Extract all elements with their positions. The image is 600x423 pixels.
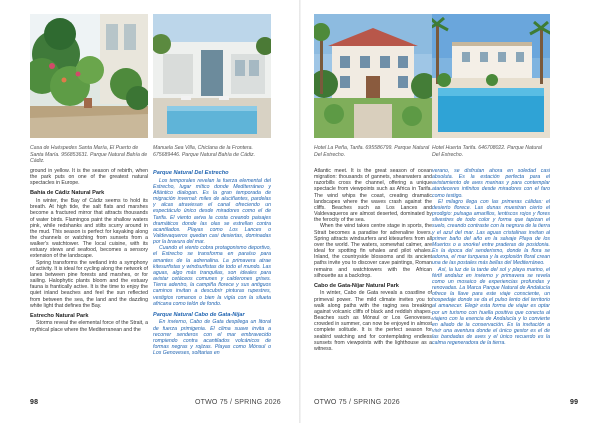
- caption-photo-4: Hotel Huerta Tarifa. 646708022. Parque Natural Del Estrecho.: [432, 145, 542, 158]
- body-paragraph-es: verano, se disfrutan ahora en soledad casi absoluta. Es la estación perfecta para el avistamiento de aves marinas y para contemplar atardeceres infinitos desde miradores con el faro como testigo.: [432, 168, 550, 199]
- body-paragraph: In winter, Cabo de Gata reveals a coastline of primeval power. The mild climate invites you to walk along paths with the raging sea breaking against volcanic cliffs of black and reddish shapes. Beaches such as Mónsul or Los Genoveses, crowded in summer, can now be enjoyed in almost complete solitude. It is the perfect season for seabird watching and for contemplating endless sunsets from viewpoints with the lighthouse as a witness.: [314, 290, 432, 352]
- body-paragraph: Atlantic meet. It is the great season of ocean migration: thousands of gannets, shearwaters and razorbills cross the channel, offering a unique spectacle from viewpoints such as Africa in Tarifa. The wind whips the coast, creating dramatic landscapes where the waves crash against the cliffs. Beaches such as Los Lances and Valdevaqueros are almost deserted, dominated by the ferocity of the sea.: [314, 168, 432, 224]
- caption-photo-2: Manuela Sea Villa, Chiclana de la Frontera. 675689446. Parque Natural Bahía de Cádiz.: [153, 145, 256, 158]
- body-paragraph-es: Cuando el viento cobra protagonismo deportivo, el Estrecho se transforma en paraíso para amantes de la adrenalina. La primavera atrae kitesurfistas y windsurfistas de todo el mundo. Las aguas, algo más tranquilas, son ideales para avistar cetáceos comunes y calderones grises. Tierra adentro, la campiña florece y sus antiguos caminos invitan a descubrir pinturas rupestres, vestigios romanos o bien la vigía con la silueta africana como telón de fondo.: [153, 245, 271, 307]
- magazine-issue-right: OTWO 75 / SPRING 2026: [314, 399, 400, 406]
- body-paragraph: Storms reveal the elemental force of the Strait, a mythical place where the Mediterranean and the: [30, 320, 148, 333]
- section-heading-bahia-de-cadiz: Bahía de Cádiz Natural Park: [30, 190, 105, 197]
- caption-photo-1: Casa de Huéspedes Santa María, El Puerto de Santa María. 956853631. Parque Natural Bahía de Cádiz.: [30, 145, 148, 165]
- photo-courtyard-image: [30, 14, 148, 138]
- body-paragraph: In winter, the Bay of Cádiz seems to hold its breath. At high tide, the salt flats and marshes become a fractured mirror that attracts thousands of water birds. Flamingos paint the shallow waters pink, while redshanks and stilts scurry around in the mud. This season is perfect for kayaking along the channels or watching from sunsets from a walker's watchtower. The local cuisine, with its estuary stews and seafood, becomes a sensory extension of the landscape.: [30, 198, 148, 260]
- photo-hotel-la-pena: [314, 14, 432, 138]
- page-number-right: [570, 399, 578, 406]
- page-number-left: [30, 399, 38, 406]
- page-number: 98: [30, 399, 39, 406]
- section-heading-es-estrecho: Parque Natural Del Estrecho: [153, 170, 229, 176]
- left-column-english: [30, 168, 148, 392]
- caption-photo-3: Hotel La Peña, Tarifa. 695586799. Parque Natural Del Estrecho.: [314, 145, 430, 158]
- section-heading-estrecho: Estrecho Natural Park: [30, 312, 89, 319]
- right-page: [300, 0, 600, 423]
- photo-courtyard-santa-maria: [30, 14, 148, 138]
- magazine-issue-left: OTWO 75 / SPRING 2026: [195, 399, 281, 406]
- left-column-spanish: [153, 168, 271, 392]
- photo-villa-image: [153, 14, 271, 138]
- body-paragraph-es: En invierno, Cabo de Gata despliega un litoral de fuerza primigenia. El clima suave invita a recorrer senderos con el mar embravecido rompiendo contra acantilados volcánicos de formas negras y rojizas. Playas como Mónsul o Los Genoveses, solitarias en: [153, 319, 271, 357]
- right-column-english: [314, 168, 432, 392]
- photo-hotel-huerta-tarifa: [432, 14, 550, 138]
- photo-hotel-la-pena-image: [314, 14, 432, 138]
- page-number: 99: [570, 399, 579, 406]
- section-heading-es-cabo-de-gata: Parque Natural Cabo de Gata-Níjar: [153, 311, 245, 318]
- body-paragraph-es: Los temporales revelan la fuerza elemental del Estrecho, lugar mítico donde Mediterráneo y Atlántico dialogan. Es la gran temporada de migración invernal: miles de aluciñantes, pardelas y alcas atraviesan el canal ofreciendo un espectáculo único desde miradores como el de Tarifa. El viento aviva la costa creando paisajes dramáticos donde las olas se estrellan contra acantilados. Playas como Los Lances o Valdevaqueros quedan casi desiertas, dominadas por la bravura del mar.: [153, 177, 271, 246]
- photo-villa-pool: [153, 14, 271, 138]
- body-paragraph: When the wind takes centre stage in sports, the Strait becomes a paradise for adrenaline lovers. Spring attracts windsurfers and kitesurfers from all over the world. The waters, somewhat calmer, are ideal for spotting fin whales and pilot whales. Inland, the countryside blossoms and its ancient paths invite you to discover cave paintings, Roman remains and watchtowers with the African silhouette as a backdrop.: [314, 223, 432, 279]
- right-column-spanish: [432, 168, 550, 392]
- photo-hotel-huerta-image: [432, 14, 550, 138]
- body-paragraph-es: Así, la luz de la tarde del sol y playa marino, el fértil andaluz en invierno y primavera se revela como un mosaico de experiencias profundas y renovadas. La Marca Parque Natural de Andalucía ofrece la llave para este viaje consciente, un hospedaje donde se da el pulso lento del territorio al amanecer. Elegir esta forma de viajar es optar por un turismo con huella positiva que conecta al viajero con la esencia de Andalucía y lo convierte en aliado de la conservación. Es la invitación a vivir una aventura donde el único gestor es el de las bandadas de aves y el único recuerdo es la calma regeneradora de la tierra.: [432, 266, 550, 347]
- body-paragraph-es: El milagro llega con las primeras cálidas: el desierto florece. Las dunas muestran cierto el prodigio: pulsaga amarillos, lentiscos rojos y flores silvestres de todo color y forma que tapizan el suelo, creando contraste con la negrura de la tierra y el azul del mar. Las aguas cristalinas invitan al primer baño del año en la salvaje Playa de los Muertos o a snorkel entre praderas de posidonia. Es la época del senderismo, donde la flora se adorna, el mar turquesa y la explosión floral crean una de las postales más bellas del Mediterráneo.: [432, 198, 550, 267]
- body-paragraph: Spring transforms the wetland into a symphony of activity. It is ideal for cycling along the network of lanes between pine forests and marshes, or for sailing. Halophytic plants bloom and the estuary fauna is frantically active. It is the time to enjoy the quiet inland beaches and feel the sun reflected from between the sea, the land and the dazzling white light that defines the Bay.: [30, 259, 148, 309]
- section-heading-cabo-de-gata: Cabo de Gata-Níjar Natural Park: [314, 282, 399, 289]
- body-paragraph: ground in yellow. It is the season of rebirth, when the park puts on one of the greatest natural spectacles in Europe.: [30, 168, 148, 187]
